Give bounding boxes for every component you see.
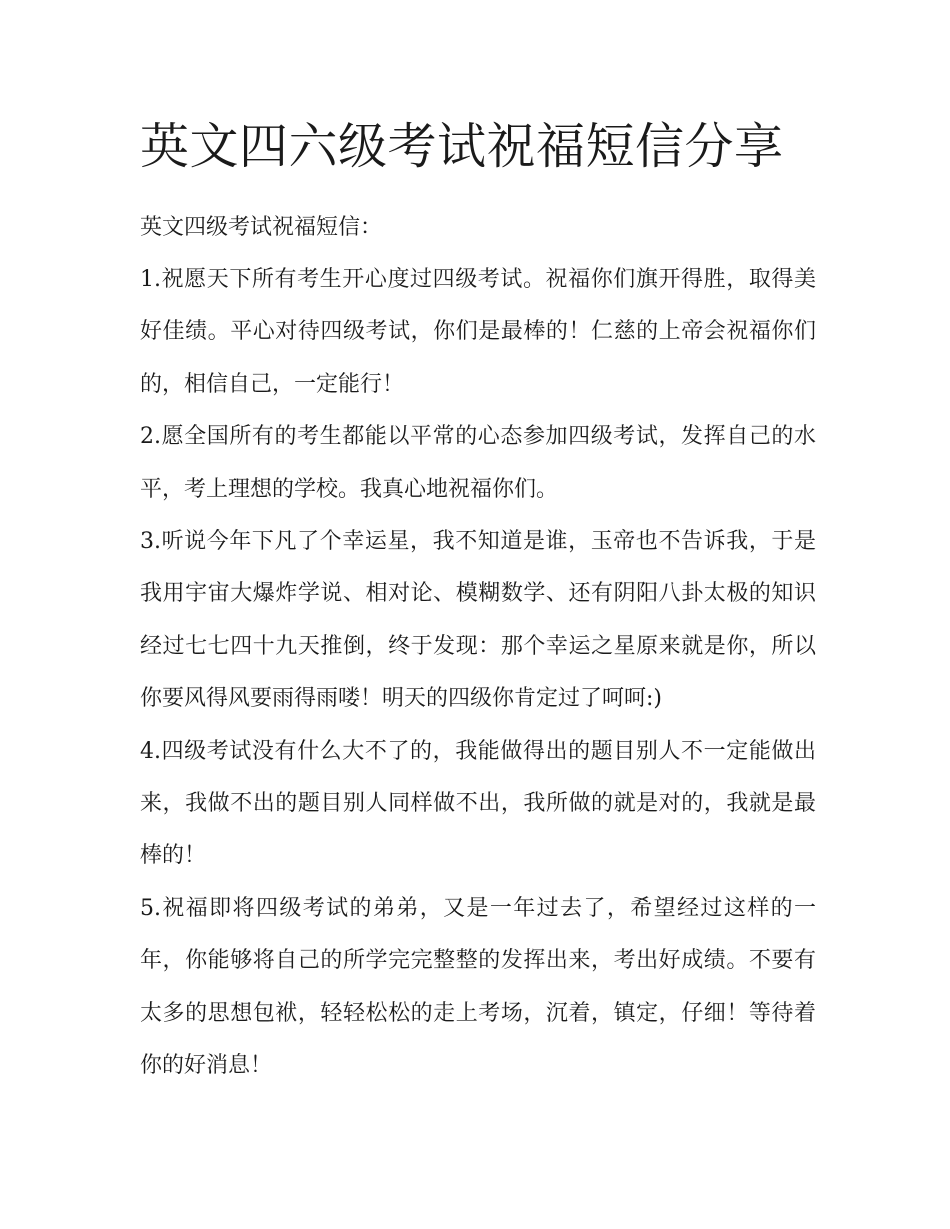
wish-item-5: 5.祝福即将四级考试的弟弟，又是一年过去了，希望经过这样的一年，你能够将自己的所学完完整整的发挥出来，考出好成绩。不要有太多的思想包袱，轻轻松松的走上考场，沉着，镇定，仔细！等待着你的好消息！ [140,895,816,1079]
document-page [140,112,816,1093]
document-title: 英文四六级考试祝福短信分享 [140,118,784,175]
wish-item-3: 3.听说今年下凡了个幸运星，我不知道是谁，玉帝也不告诉我，于是我用宇宙大爆炸学说、相对论、模糊数学、还有阴阳八卦太极的知识经过七七四十九天推倒，终于发现：那个幸运之星原来就是你，所以你要风得风要雨得雨喽！明天的四级你肯定过了呵呵:) [140,529,816,712]
section-heading: 英文四级考试祝福短信： [140,215,383,240]
wish-item-4: 4.四级考试没有什么大不了的，我能做得出的题目别人不一定能做出来，我做不出的题目别人同样做不出，我所做的就是对的，我就是最棒的！ [140,738,816,869]
wish-item-1: 1.祝愿天下所有考生开心度过四级考试。祝福你们旗开得胜，取得美好佳绩。平心对待四级考试，你们是最棒的！仁慈的上帝会祝福你们的，相信自己，一定能行！ [140,267,816,397]
wish-item-2: 2.愿全国所有的考生都能以平常的心态参加四级考试，发挥自己的水平，考上理想的学校。我真心地祝福你们。 [140,424,816,502]
